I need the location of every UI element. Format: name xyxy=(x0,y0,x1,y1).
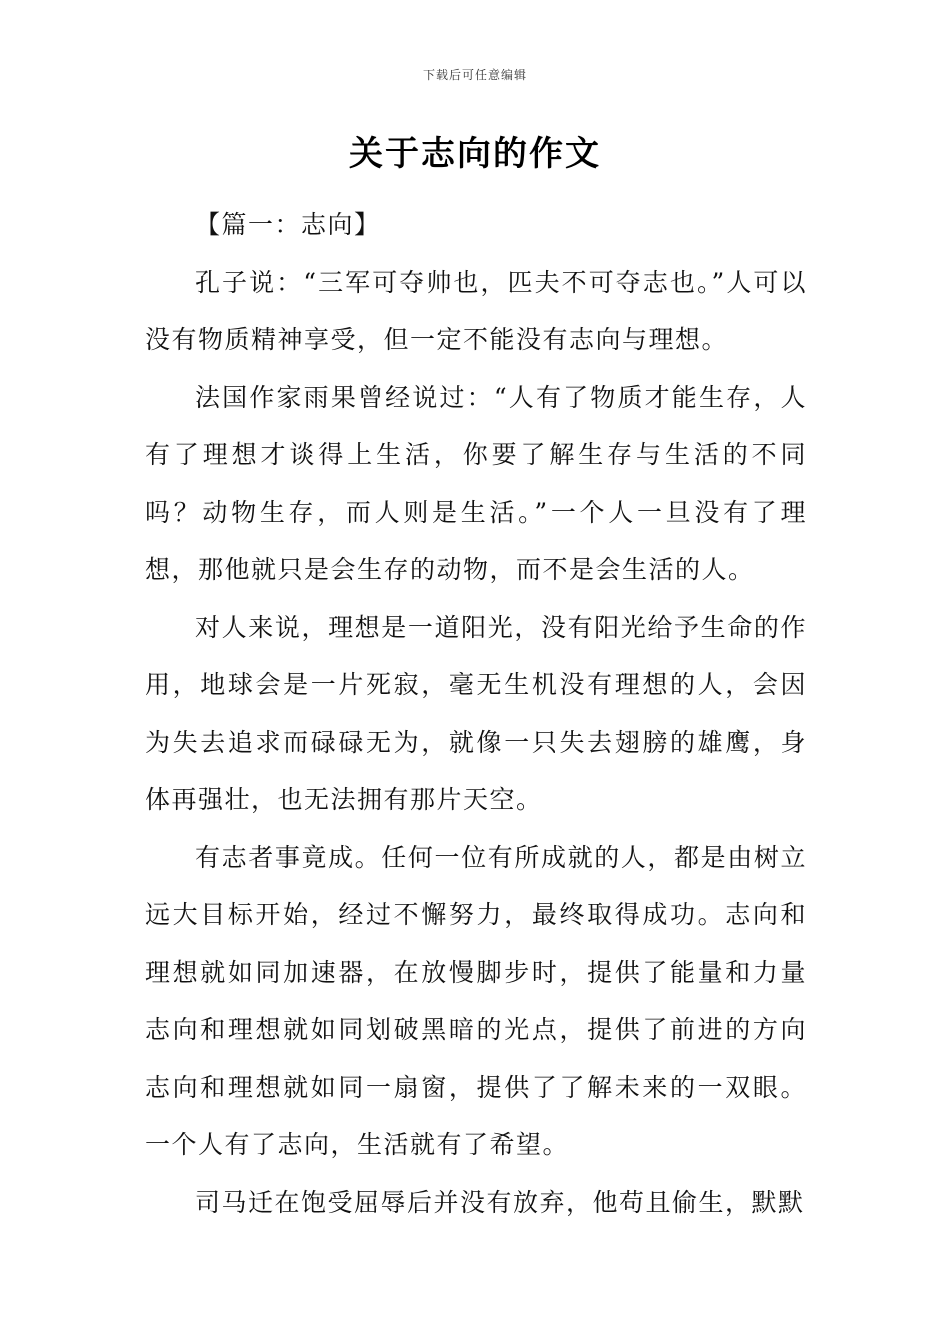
paragraph: 孔子说：“三军可夺帅也，匹夫不可夺志也。”人可以没有物质精神享受，但一定不能没有志向与理想。 xyxy=(145,267,807,354)
section-heading: 【篇一：志向】 xyxy=(195,210,381,239)
paragraph: 司马迁在饱受屈辱后并没有放弃，他苟且偷生，默默 xyxy=(195,1187,805,1217)
paragraph: 法国作家雨果曾经说过：“人有了物质才能生存，人有了理想才谈得上生活，你要了解生存与生活的不同吗？动物生存，而人则是生活。”一个人一旦没有了理想，那他就只是会生存的动物，而不是会生活的人。 xyxy=(145,382,807,584)
document-body xyxy=(145,196,807,1231)
header-note: 下载后可任意编辑 xyxy=(422,68,527,82)
paragraph: 有志者事竟成。任何一位有所成就的人，都是由树立远大目标开始，经过不懈努力，最终取得成功。志向和理想就如同加速器，在放慢脚步时，提供了能量和力量志向和理想就如同划破黑暗的光点，提供了前进的方向志向和理想就如同一扇窗，提供了了解未来的一双眼。一个人有了志向，生活就有了希望。 xyxy=(145,842,807,1159)
document-title: 关于志向的作文 xyxy=(349,134,601,174)
paragraph: 对人来说，理想是一道阳光，没有阳光给予生命的作用，地球会是一片死寂，毫无生机没有理想的人，会因为失去追求而碌碌无为，就像一只失去翅膀的雄鹰，身体再强壮，也无法拥有那片天空。 xyxy=(145,612,807,814)
